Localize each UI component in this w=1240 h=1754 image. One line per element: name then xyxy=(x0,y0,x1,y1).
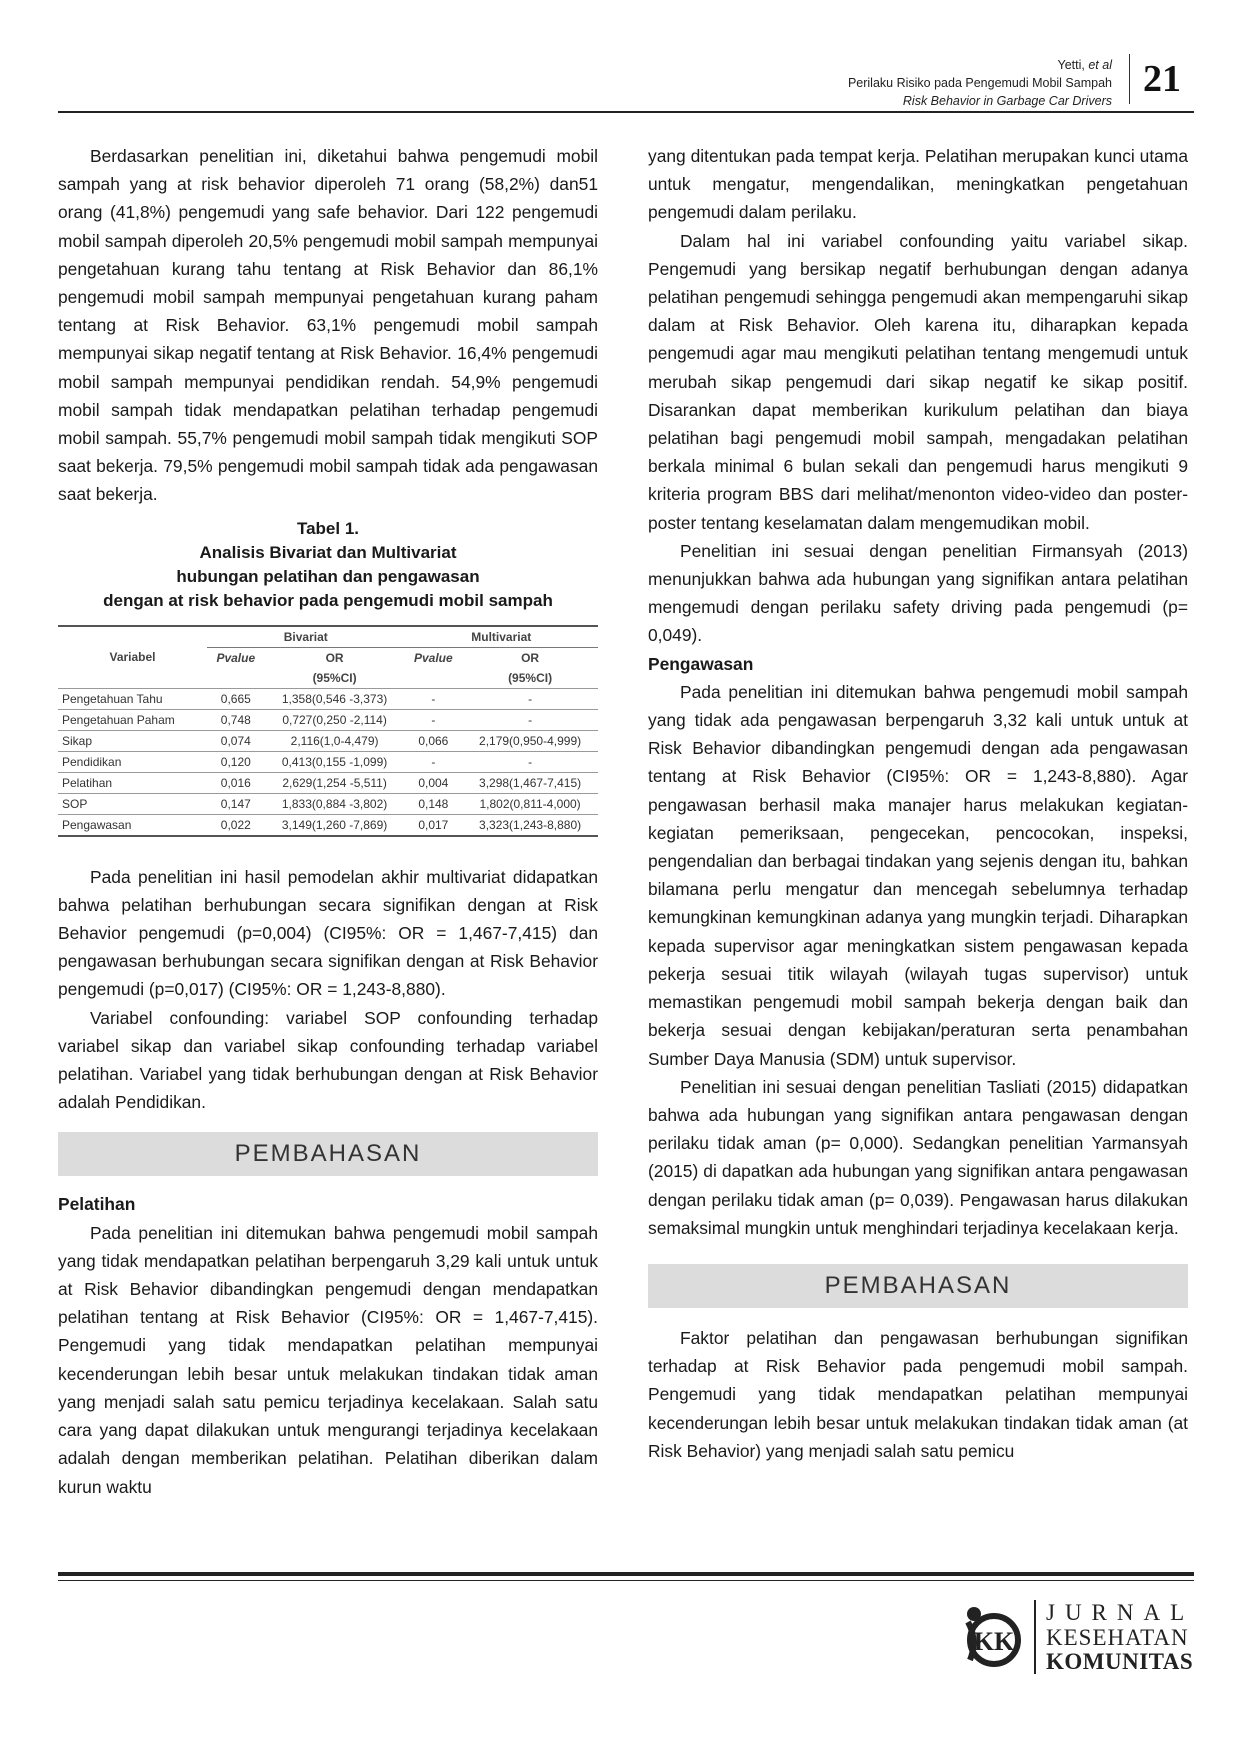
table-row xyxy=(58,688,598,709)
logo-line: KESEHATAN xyxy=(1046,1625,1189,1650)
results-table xyxy=(58,625,598,837)
section-heading: PEMBAHASAN xyxy=(58,1132,598,1176)
cell-variable: Pengetahuan Paham xyxy=(58,709,207,730)
cell-pvalue: - xyxy=(405,751,463,772)
cell-or: 2,629(1,254 -5,511) xyxy=(265,772,405,793)
table-row xyxy=(58,751,598,772)
col-header-or: OR xyxy=(521,650,540,665)
cell-variable: Pelatihan xyxy=(58,772,207,793)
cell-pvalue: 0,022 xyxy=(207,814,265,836)
cell-pvalue: 0,148 xyxy=(405,793,463,814)
cell-or: 2,116(1,0-4,479) xyxy=(265,730,405,751)
cell-variable: SOP xyxy=(58,793,207,814)
section-heading: PEMBAHASAN xyxy=(648,1264,1188,1308)
table-caption-line: hubungan pelatihan dan pengawasan xyxy=(176,566,480,586)
table-row xyxy=(58,730,598,751)
right-column xyxy=(648,142,1188,1465)
running-title-en: Risk Behavior in Garbage Car Drivers xyxy=(902,94,1112,108)
cell-variable: Pendidikan xyxy=(58,751,207,772)
cell-or: 1,802(0,811-4,000) xyxy=(462,793,598,814)
table-caption-line: Tabel 1. xyxy=(296,518,360,538)
paragraph: Variabel confounding: variabel SOP confounding terhadap variabel sikap dan variabel sikap confounding terhadap variabel pelatihan. Variabel yang tidak berhubungan dengan at Risk Behavior adalah Pendidikan. xyxy=(58,1007,598,1113)
cell-variable: Pengetahuan Tahu xyxy=(58,688,207,709)
subheading-pengawasan: Pengawasan xyxy=(648,653,754,674)
table-row xyxy=(58,814,598,836)
table-caption-line: dengan at risk behavior pada pengemudi mobil sampah xyxy=(103,590,553,610)
paragraph: Pada penelitian ini hasil pemodelan akhir multivariat didapatkan bahwa pelatihan berhubungan secara signifikan dengan at Risk Behavior pengemudi (p=0,004) (CI95%: OR = 1,467-7,415) dan pengawasan berhubungan secara signifikan dengan at Risk Behavior pengemudi (p=0,017) (CI95%: OR = 1,243-8,880). xyxy=(58,866,598,1000)
cell-or: 3,323(1,243-8,880) xyxy=(462,814,598,836)
cell-pvalue: 0,120 xyxy=(207,751,265,772)
cell-or: 1,358(0,546 -3,373) xyxy=(265,688,405,709)
logo-line: KOMUNITAS xyxy=(1046,1649,1194,1674)
table-caption-line: Analisis Bivariat dan Multivariat xyxy=(199,542,457,562)
cell-or: 3,149(1,260 -7,869) xyxy=(265,814,405,836)
journal-logo-icon xyxy=(958,1600,1030,1674)
cell-or: 1,833(0,884 -3,802) xyxy=(265,793,405,814)
paragraph: Penelitian ini sesuai dengan penelitian Tasliati (2015) didapatkan bahwa ada hubungan yang signifikan antara pengawasan dengan perilaku tidak aman (p= 0,000). Sedangkan penelitian Yarmansyah (2015) di dapatkan ada hubungan yang signifikan antara pengawasan dengan perilaku tidak aman (p= 0,039). Pengawasan harus dilakukan semaksimal mungkin untuk menghindari terjadinya kecelakaan kerja. xyxy=(648,1076,1188,1238)
svg-text:KK: KK xyxy=(973,1627,1015,1656)
paragraph: Faktor pelatihan dan pengawasan berhubungan signifikan terhadap at Risk Behavior pada pengemudi mobil sampah. Pengemudi yang tidak mendapatkan pelatihan mempunyai kecenderungan lebih besar untuk melakukan tindakan tidak aman (at Risk Behavior) yang menjadi salah satu pemicu xyxy=(648,1327,1188,1461)
col-header-pvalue: Pvalue xyxy=(414,650,453,665)
cell-or: - xyxy=(462,751,598,772)
cell-pvalue: - xyxy=(405,709,463,730)
left-column xyxy=(58,142,598,1501)
cell-or: 2,179(0,950-4,999) xyxy=(462,730,598,751)
cell-or: 0,727(0,250 -2,114) xyxy=(265,709,405,730)
col-header-pvalue: Pvalue xyxy=(216,650,256,665)
cell-pvalue: 0,004 xyxy=(405,772,463,793)
page-header xyxy=(58,48,1194,112)
cell-or: 0,413(0,155 -1,099) xyxy=(265,751,405,772)
page-number: 21 xyxy=(1129,54,1194,104)
cell-variable: Sikap xyxy=(58,730,207,751)
paragraph: yang ditentukan pada tempat kerja. Pelatihan merupakan kunci utama untuk mengatur, mengendalikan, meningkatkan pengetahuan pengemudi dalam perilaku. xyxy=(648,146,1188,223)
table-caption xyxy=(58,517,598,613)
cell-or: - xyxy=(462,688,598,709)
running-author: Yetti, xyxy=(1057,58,1085,72)
cell-pvalue: 0,665 xyxy=(207,688,265,709)
cell-variable: Pengawasan xyxy=(58,814,207,836)
col-header-multivariat: Multivariat xyxy=(405,626,598,648)
paragraph: Berdasarkan penelitian ini, diketahui bahwa pengemudi mobil sampah yang at risk behavior diperoleh 71 orang (58,2%) dan51 orang (41,8%) pengemudi yang safe behavior. Dari 122 pengemudi mobil sampah diperoleh 20,5% pengemudi mobil sampah mempunyai pengetahuan kurang tahu tentang at Risk Behavior dan 86,1% pengemudi mobil sampah mempunyai pengetahuan kurang paham tentang at Risk Behavior. 63,1% pengemudi mobil sampah mempunyai sikap negatif tentang at Risk Behavior. 16,4% pengemudi mobil sampah mempunyai pendidikan rendah. 54,9% pengemudi mobil sampah tidak mendapatkan pelatihan terhadap pengemudi mobil sampah. 55,7% pengemudi mobil sampah tidak mengikuti SOP saat bekerja. 79,5% pengemudi mobil sampah tidak ada pengawasan saat bekerja. xyxy=(58,146,598,505)
paragraph: Pada penelitian ini ditemukan bahwa pengemudi mobil sampah yang tidak ada pengawasan berpengaruh 3,32 kali untuk untuk at Risk Behavior dibandingkan pengemudi dengan ada pengawasan tentang at Risk Behavior (CI95%: OR = 1,243-8,880). Agar pengawasan berhasil maka manajer harus melakukan kegiatan-kegiatan pemeriksaan, pengecekan, pencocokan, inspeksi, pengendalian dan berbagai tindakan yang sejenis dengan itu, bahkan bilamana perlu mengatur dan mencegah sebelumnya terhadap kemungkinan kemungkinan adanya yang mungkin terjadi. Diharapkan kepada supervisor agar meningkatkan sistem pengawasan kepada pekerja sesuai titik wilayah (wilayah tugas supervisor) untuk memastikan pengemudi mobil sampah bekerja dengan baik dan bekerja sesuai dengan kebijakan/peraturan serta penambahan Sumber Daya Manusia (SDM) untuk supervisor. xyxy=(648,681,1188,1069)
cell-pvalue: 0,017 xyxy=(405,814,463,836)
cell-pvalue: 0,066 xyxy=(405,730,463,751)
col-header-bivariat: Bivariat xyxy=(207,626,405,648)
table-row xyxy=(58,709,598,730)
paragraph: Dalam hal ini variabel confounding yaitu variabel sikap. Pengemudi yang bersikap negatif berhubungan dengan adanya pelatihan pengemudi sehingga pengemudi akan mempengaruhi sikap dalam at Risk Behavior. Oleh karena itu, diharapkan kepada pengemudi agar mau mengikuti pelatihan tentang mengemudi untuk merubah sikap pengemudi dari sikap negatif ke sikap positif. Disarankan dapat memberikan kurikulum pelatihan dan biaya pelatihan bagi pengemudi mobil sampah, mengadakan pelatihan berkala minimal 6 bulan sekali dan pengemudi harus mengikuti 9 kriteria program BBS dari melihat/menonton video-video dan poster-poster tentang keselamatan dalam mengemudikan mobil. xyxy=(648,230,1188,533)
col-header-ci: (95%CI) xyxy=(312,670,357,685)
cell-pvalue: 0,748 xyxy=(207,709,265,730)
cell-or: - xyxy=(462,709,598,730)
cell-or: 3,298(1,467-7,415) xyxy=(462,772,598,793)
cell-pvalue: 0,147 xyxy=(207,793,265,814)
table-row xyxy=(58,793,598,814)
running-etal: et al xyxy=(1088,58,1112,72)
paragraph: Penelitian ini sesuai dengan penelitian Firmansyah (2013) menunjukkan bahwa ada hubungan yang signifikan antara pelatihan mengemudi dengan perilaku safety driving pada pengemudi (p= 0,049). xyxy=(648,540,1188,646)
footer-rule xyxy=(58,1572,1194,1576)
running-head xyxy=(848,56,1112,110)
header-rule xyxy=(58,111,1194,113)
col-header-variabel: Variabel xyxy=(58,626,207,689)
journal-logo xyxy=(958,1600,1194,1676)
running-title: Perilaku Risiko pada Pengemudi Mobil Sampah xyxy=(847,76,1112,90)
col-header-or: OR xyxy=(325,650,344,665)
paragraph: Pada penelitian ini ditemukan bahwa pengemudi mobil sampah yang tidak mendapatkan pelatihan berpengaruh 3,29 kali untuk untuk at Risk Behavior dibandingkan pengemudi dengan mendapatkan pelatihan tentang at Risk Behavior (CI95%: OR = 1,467-7,415). Pengemudi yang tidak mendapatkan pelatihan mempunyai kecenderungan lebih besar untuk melakukan tindakan tidak aman yang menjadi salah satu pemicu terjadinya kecelakaan. Salah satu cara yang dapat dilakukan untuk mengurangi terjadinya kecelakaan adalah dengan memberikan pelatihan. Pelatihan diberikan dalam kurun waktu xyxy=(58,1222,598,1497)
logo-line: JURNAL xyxy=(1046,1600,1195,1625)
logo-divider xyxy=(1034,1600,1036,1674)
cell-pvalue: 0,074 xyxy=(207,730,265,751)
col-header-ci: (95%CI) xyxy=(508,670,553,685)
subheading-pelatihan: Pelatihan xyxy=(58,1194,136,1215)
table-row xyxy=(58,772,598,793)
cell-pvalue: 0,016 xyxy=(207,772,265,793)
cell-pvalue: - xyxy=(405,688,463,709)
logo-wordmark xyxy=(1046,1600,1194,1674)
footer-rule xyxy=(58,1580,1194,1581)
